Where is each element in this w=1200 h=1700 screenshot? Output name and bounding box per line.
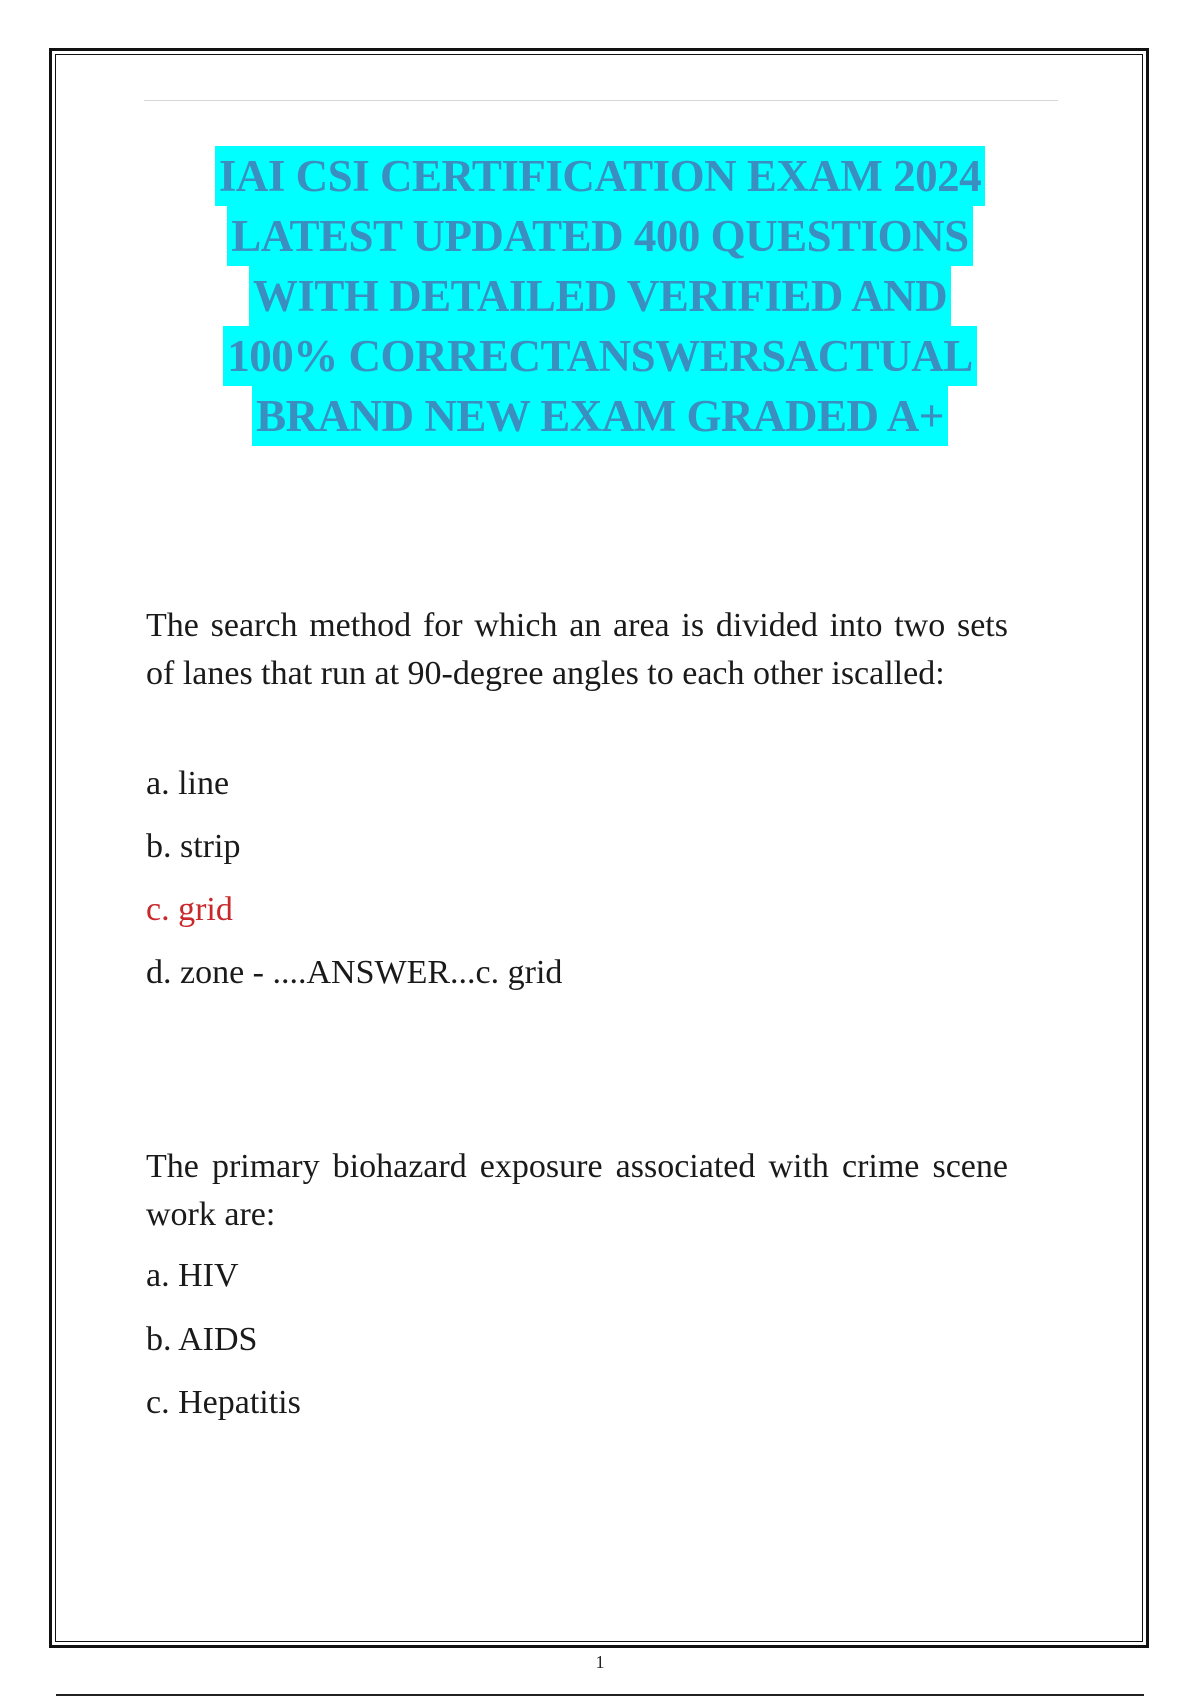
title-line: BRAND NEW EXAM GRADED A+ <box>252 386 948 446</box>
question-1-option-b: b. strip <box>146 828 241 865</box>
question-2-option-a: a. HIV <box>146 1257 239 1294</box>
title-line: IAI CSI CERTIFICATION EXAM 2024 <box>215 146 985 206</box>
question-2-prompt: The primary biohazard exposure associated with crime scene work are: <box>146 1148 1008 1233</box>
question-1-option-d: d. zone - ....ANSWER...c. grid <box>146 954 563 991</box>
question-1-option-c-answer: c. grid <box>146 891 233 928</box>
question-2-option-b: b. AIDS <box>146 1321 258 1358</box>
document-title <box>140 146 1060 446</box>
title-line: 100% CORRECTANSWERSACTUAL <box>223 326 977 386</box>
footer-rule <box>56 1694 1144 1696</box>
header-rule <box>144 100 1058 101</box>
title-line: WITH DETAILED VERIFIED AND <box>249 266 951 326</box>
question-1-prompt: The search method for which an area is divided into two sets of lanes that run at 90-degree angles to each other iscalled: <box>146 607 1008 692</box>
title-line: LATEST UPDATED 400 QUESTIONS <box>227 206 972 266</box>
page-number: 1 <box>595 1652 605 1672</box>
question-1-option-a: a. line <box>146 765 230 802</box>
question-2-option-c: c. Hepatitis <box>146 1384 301 1421</box>
